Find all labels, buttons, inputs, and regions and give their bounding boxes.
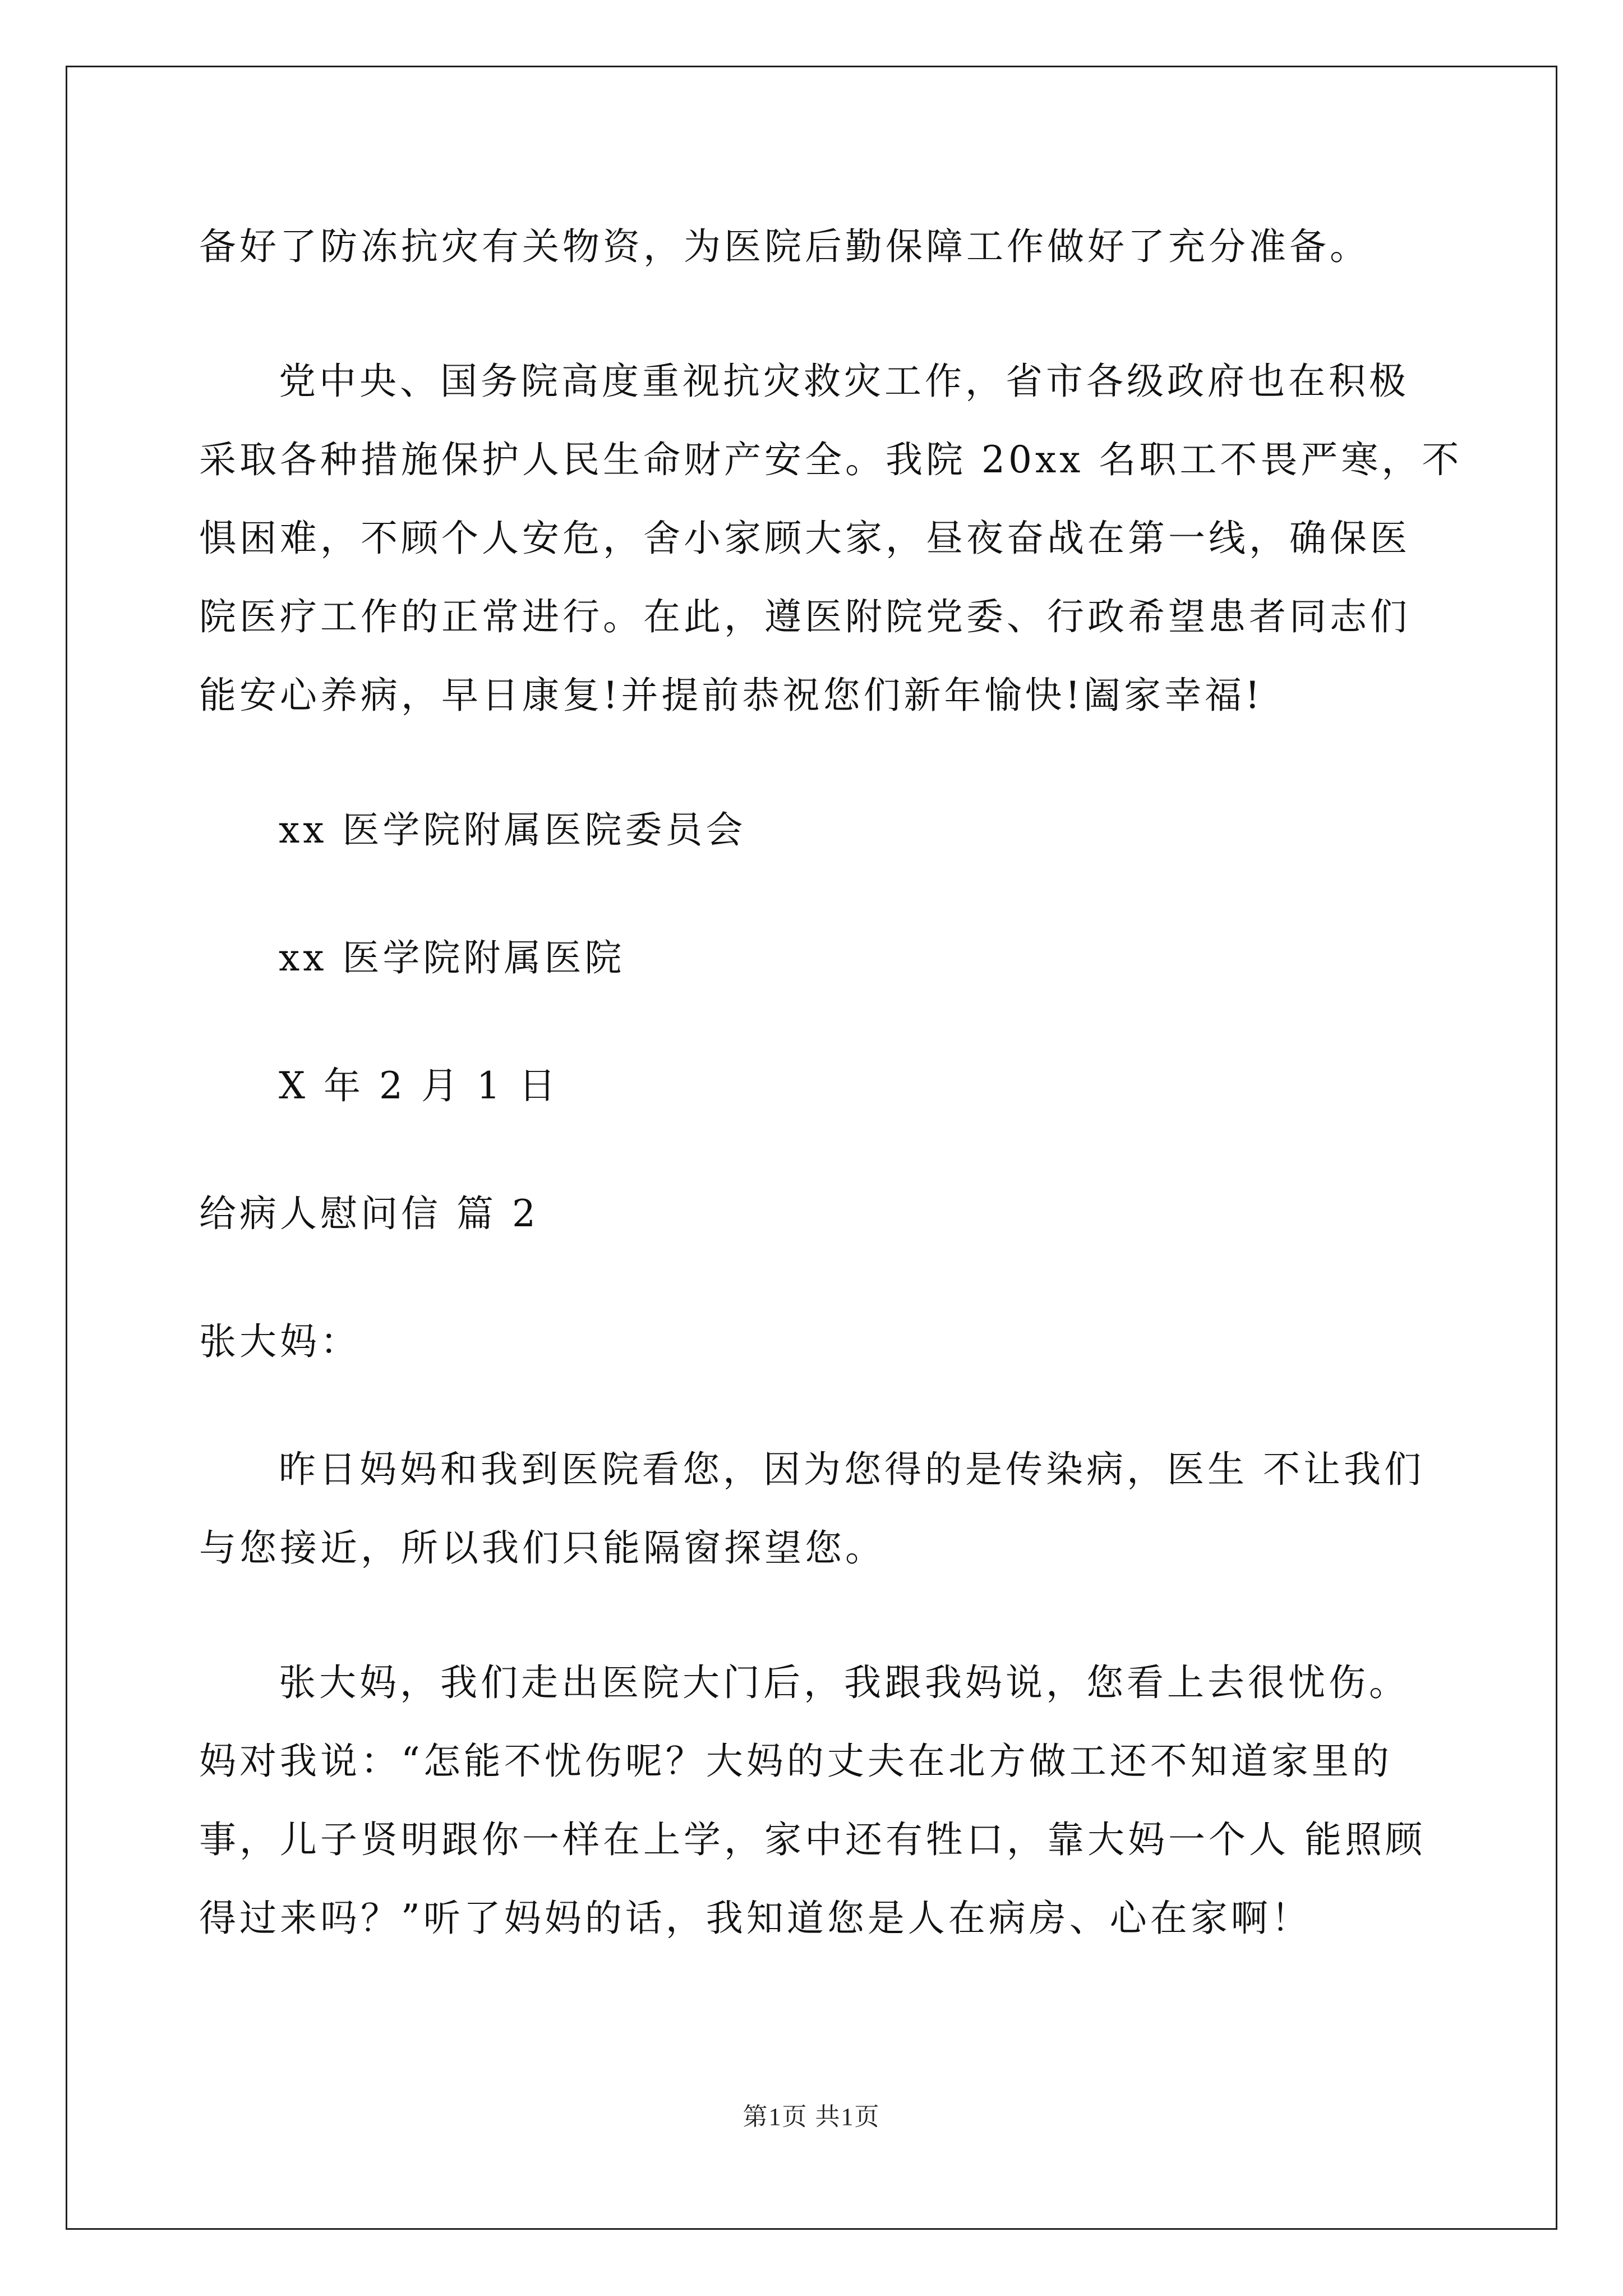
text-line: 得过来吗？”听了妈妈的话，我知道您是人在病房、心在家啊！ [199, 1897, 1312, 1940]
text-line: 党中央、国务院高度重视抗灾救灾工作，省市各级政府也在积极 [279, 360, 1409, 403]
text-line: 事，儿子贤明跟你一样在上学，家中还有牲口，靠大妈一个人 能照顾 [199, 1818, 1426, 1861]
paragraph-4 [199, 1644, 1427, 1958]
text-line: 张大妈，我们走出医院大门后，我跟我妈说，您看上去很忧伤。 [279, 1661, 1409, 1704]
text-line: 与您接近，所以我们只能隔窗探望您。 [199, 1526, 886, 1570]
section-title: 给病人慰问信 篇 2 [199, 1192, 539, 1235]
text-line: 能安心养病，早日康复!并提前恭祝您们新年愉快!阖家幸福! [199, 674, 1264, 717]
text-line: 院医疗工作的正常进行。在此，遵医附院党委、行政希望患者同志们 [199, 595, 1410, 638]
page-number-footer: 第1页 共1页 [743, 2103, 880, 2131]
text-line: 采取各种措施保护人民生命财产安全。我院 20xx 名职工不畏严寒，不 [199, 438, 1463, 481]
text-line: 妈对我说：“怎能不忧伤呢？大妈的丈夫在北方做工还不知道家里的 [199, 1740, 1393, 1783]
signature-date: X 年 2 月 1 日 [279, 1064, 559, 1107]
paragraph-2 [199, 342, 1463, 735]
signature-hospital: xx 医学院附属医院 [279, 936, 625, 979]
document-body [199, 208, 1463, 2014]
signature-organization: xx 医学院附属医院委员会 [279, 808, 746, 852]
text-line: 备好了防冻抗灾有关物资，为医院后勤保障工作做好了充分准备。 [199, 225, 1370, 268]
salutation: 张大妈： [199, 1320, 361, 1363]
paragraph-3 [199, 1430, 1427, 1588]
text-line: 惧困难，不顾个人安危，舍小家顾大家，昼夜奋战在第一线，确保医 [199, 517, 1410, 560]
paragraph-1 [199, 208, 1427, 286]
text-line: 昨日妈妈和我到医院看您，因为您得的是传染病，医生 不让我们 [279, 1448, 1424, 1491]
